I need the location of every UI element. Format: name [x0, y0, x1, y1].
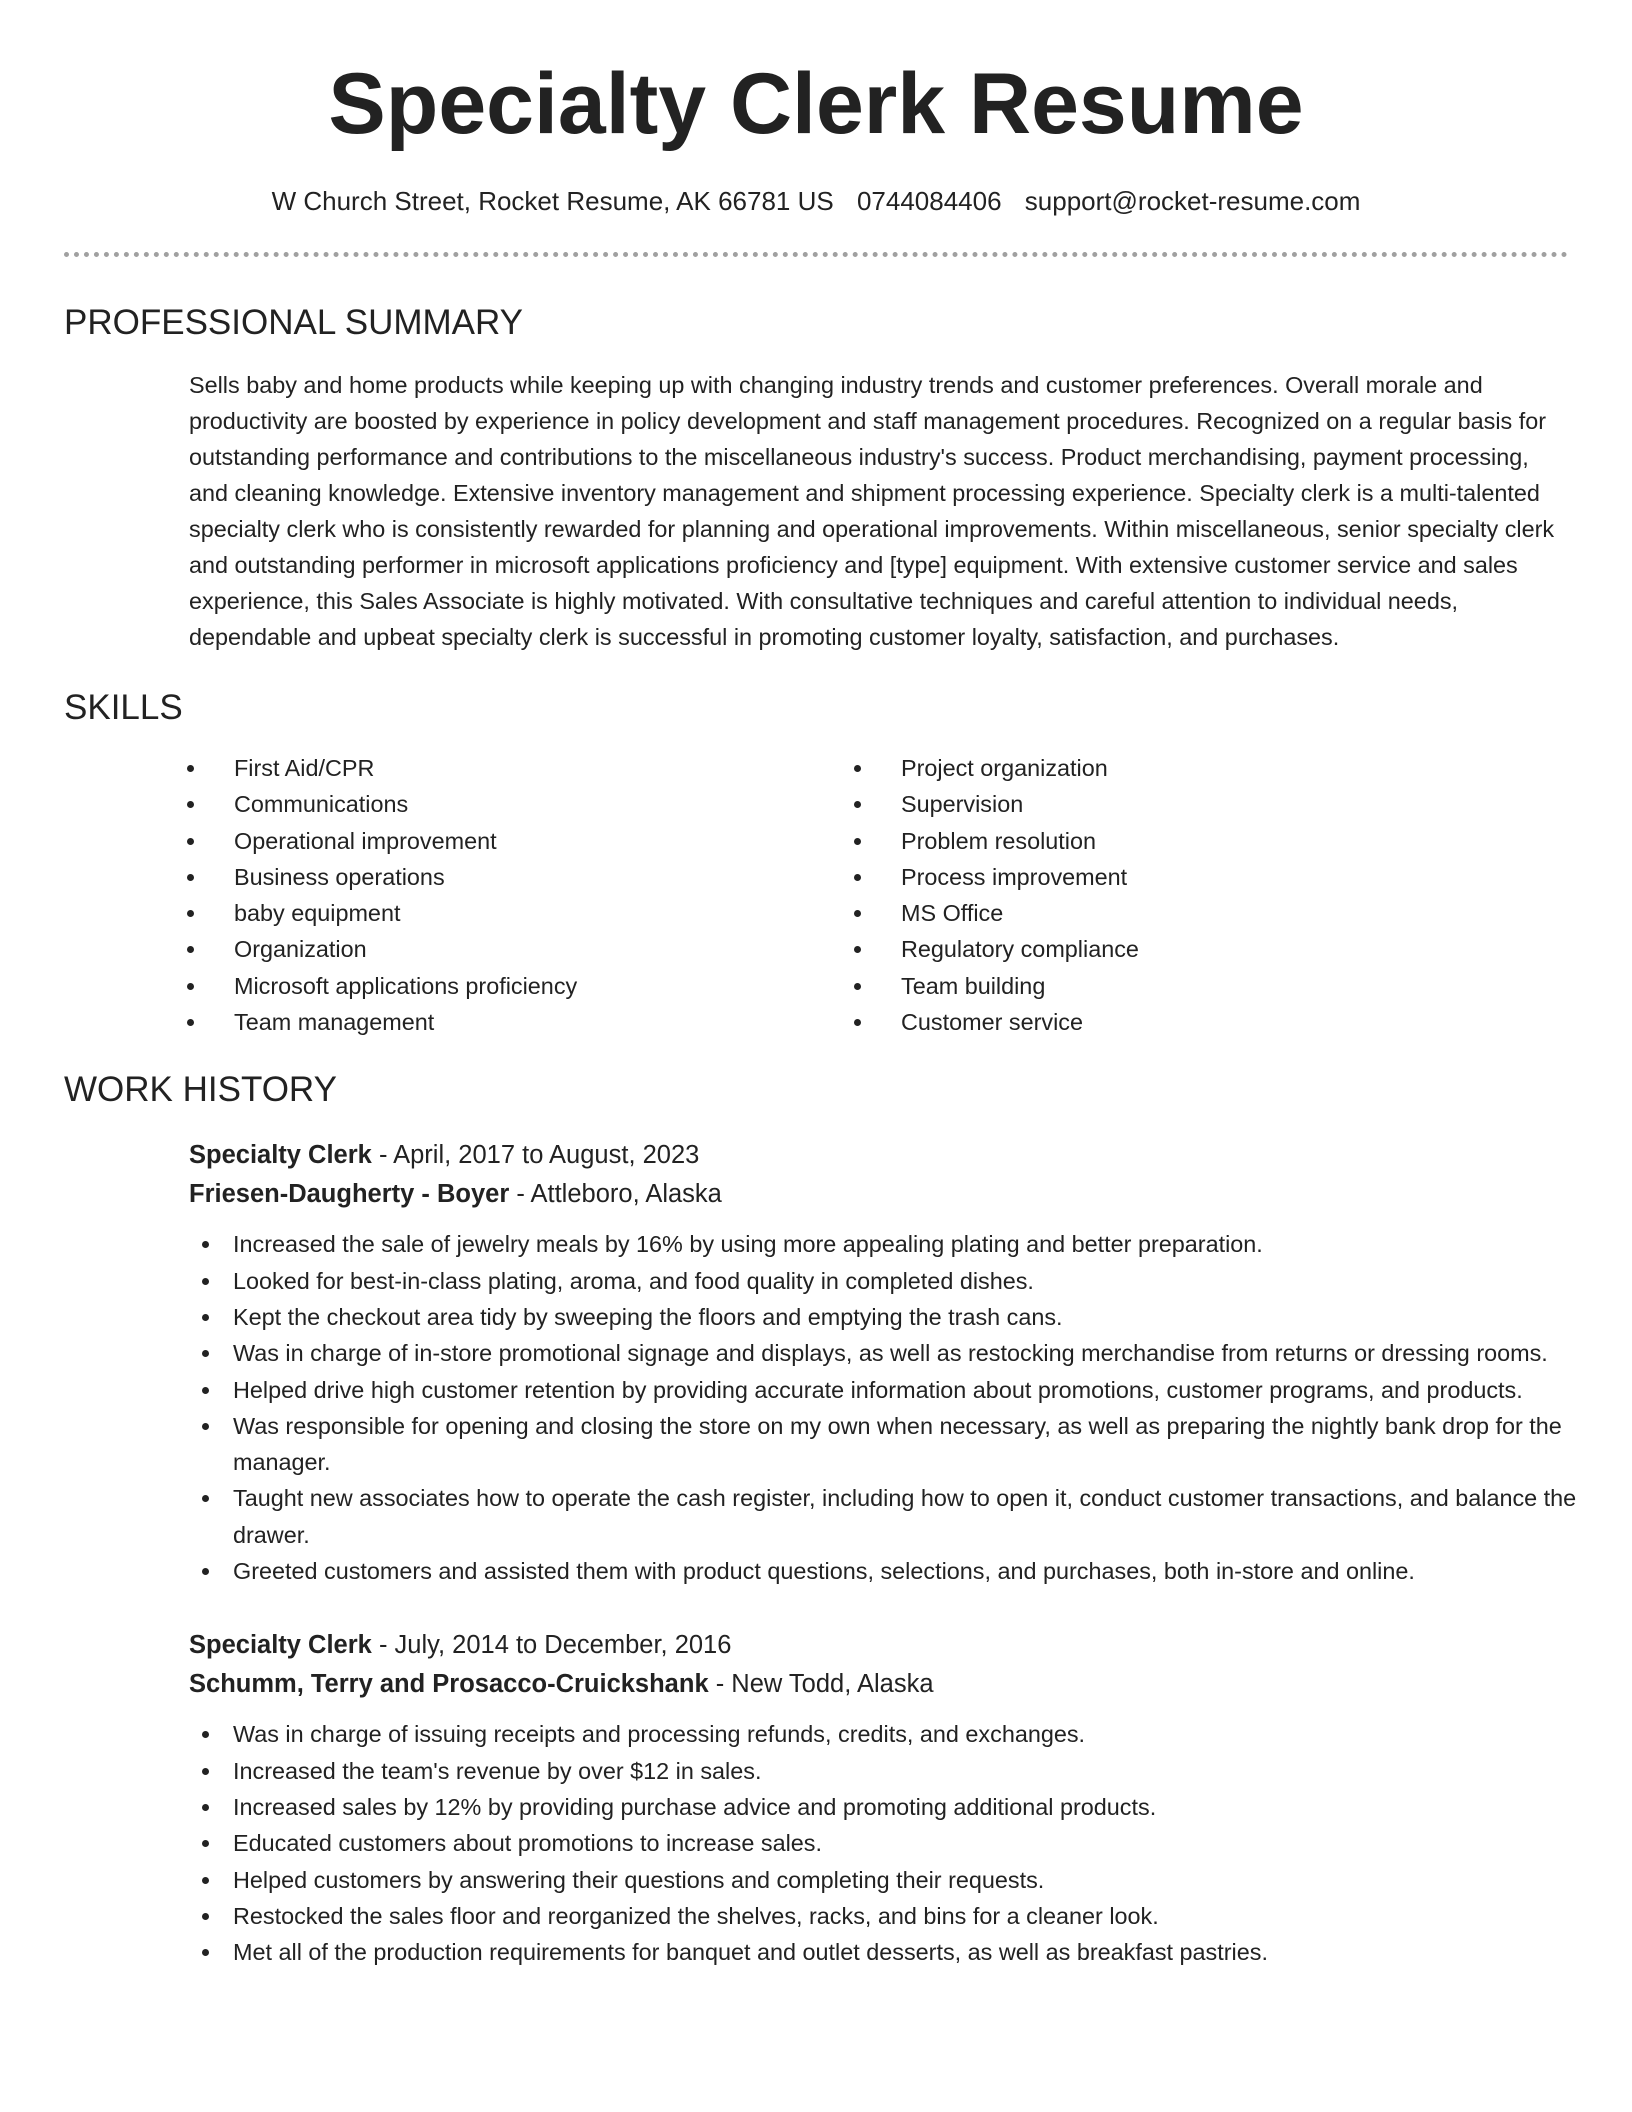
job-bullet: Greeted customers and assisted them with product questions, selections, and purchases, both in-store and online. — [189, 1553, 1578, 1589]
job-company-line — [189, 1175, 1568, 1214]
job-dates: - April, 2017 to August, 2023 — [371, 1141, 700, 1170]
work-history-section — [64, 1070, 1577, 1970]
skill-item: Operational improvement — [171, 823, 901, 859]
job-bullet: Helped customers by answering their questions and completing their requests. — [189, 1862, 1578, 1898]
skill-item: Business operations — [171, 859, 901, 895]
header-divider — [64, 252, 1568, 257]
skill-item: baby equipment — [171, 895, 901, 931]
job-bullet: Increased the team's revenue by over $12 in sales. — [189, 1753, 1578, 1789]
skills-grid — [234, 750, 1568, 1040]
job-bullet: Taught new associates how to operate the cash register, including how to open it, conduct customer transactions, and balance the drawer. — [189, 1480, 1578, 1553]
skill-item: Microsoft applications proficiency — [171, 968, 901, 1004]
contact-line — [64, 186, 1568, 217]
job-bullet: Increased the sale of jewelry meals by 16% by using more appealing plating and better preparation. — [189, 1226, 1578, 1262]
job-bullet: Educated customers about promotions to increase sales. — [189, 1825, 1578, 1861]
job-entry — [189, 1626, 1568, 1970]
job-bullets — [189, 1226, 1577, 1589]
skills-right-column — [901, 750, 1568, 1040]
job-bullet: Was in charge of issuing receipts and processing refunds, credits, and exchanges. — [189, 1716, 1578, 1752]
summary-text: Sells baby and home products while keeping up with changing industry trends and customer preferences. Overall morale and productivity are boosted by experience in policy development and staff management procedures. Recognized on a regular basis for outstanding performance and contributions to the miscellaneous industry's success. Product merchandising, payment processing, and cleaning knowledge. Extensive inventory management and shipment processing experience. Specialty clerk is a multi-talented specialty clerk who is consistently rewarded for planning and operational improvements. Within miscellaneous, senior specialty clerk and outstanding performer in microsoft applications proficiency and [type] equipment. With extensive customer service and sales experience, this Sales Associate is highly motivated. With consultative techniques and careful attention to individual needs, dependable and upbeat specialty clerk is successful in promoting customer loyalty, satisfaction, and purchases. — [189, 372, 1555, 650]
skills-heading: SKILLS — [64, 688, 183, 727]
skill-item: Communications — [171, 786, 901, 822]
skill-item: First Aid/CPR — [171, 750, 901, 786]
summary-heading: PROFESSIONAL SUMMARY — [64, 303, 523, 342]
job-bullets — [189, 1716, 1568, 1970]
job-title-line — [189, 1626, 1568, 1665]
job-location: - New Todd, Alaska — [708, 1670, 934, 1699]
skills-left-column — [234, 750, 901, 1040]
job-bullet: Was in charge of in-store promotional signage and displays, as well as restocking merchandise from returns or dressing rooms. — [189, 1335, 1578, 1371]
job-bullet: Restocked the sales floor and reorganized the shelves, racks, and bins for a cleaner look. — [189, 1898, 1578, 1934]
job-bullet: Kept the checkout area tidy by sweeping the floors and emptying the trash cans. — [189, 1299, 1578, 1335]
work-history-heading: WORK HISTORY — [64, 1070, 337, 1110]
job-title: Specialty Clerk — [189, 1141, 372, 1170]
job-title-line — [189, 1136, 1568, 1175]
job-entry — [189, 1136, 1577, 1589]
skill-item: Customer service — [838, 1004, 1568, 1040]
job-dates: - July, 2014 to December, 2016 — [371, 1631, 732, 1660]
contact-email: support@rocket-resume.com — [1024, 186, 1361, 216]
summary-section — [64, 303, 1568, 655]
skill-item: Project organization — [838, 750, 1568, 786]
job-bullet: Met all of the production requirements for banquet and outlet desserts, as well as breakfast pastries. — [189, 1934, 1578, 1970]
job-company-line — [189, 1665, 1568, 1704]
skill-item: Team building — [838, 968, 1568, 1004]
skill-item: Problem resolution — [838, 823, 1568, 859]
skill-item: Process improvement — [838, 859, 1568, 895]
resume-title: Specialty Clerk Resume — [328, 56, 1304, 152]
skill-item: Regulatory compliance — [838, 931, 1568, 967]
skills-section — [64, 688, 1568, 1040]
job-bullet: Looked for best-in-class plating, aroma, and food quality in completed dishes. — [189, 1263, 1578, 1299]
job-bullet: Helped drive high customer retention by providing accurate information about promotions, customer programs, and products. — [189, 1372, 1578, 1408]
job-title: Specialty Clerk — [189, 1631, 372, 1660]
job-location: - Attleboro, Alaska — [509, 1180, 722, 1209]
skill-item: Supervision — [838, 786, 1568, 822]
contact-phone: 0744084406 — [856, 186, 1002, 216]
skill-item: Organization — [171, 931, 901, 967]
job-bullet: Was responsible for opening and closing the store on my own when necessary, as well as preparing the nightly bank drop for the manager. — [189, 1408, 1578, 1481]
contact-address: W Church Street, Rocket Resume, AK 66781 US — [271, 186, 834, 216]
job-company: Schumm, Terry and Prosacco-Cruickshank — [189, 1670, 709, 1699]
job-bullet: Increased sales by 12% by providing purchase advice and promoting additional products. — [189, 1789, 1578, 1825]
skill-item: Team management — [171, 1004, 901, 1040]
skill-item: MS Office — [838, 895, 1568, 931]
job-company: Friesen-Daugherty - Boyer — [189, 1180, 510, 1209]
